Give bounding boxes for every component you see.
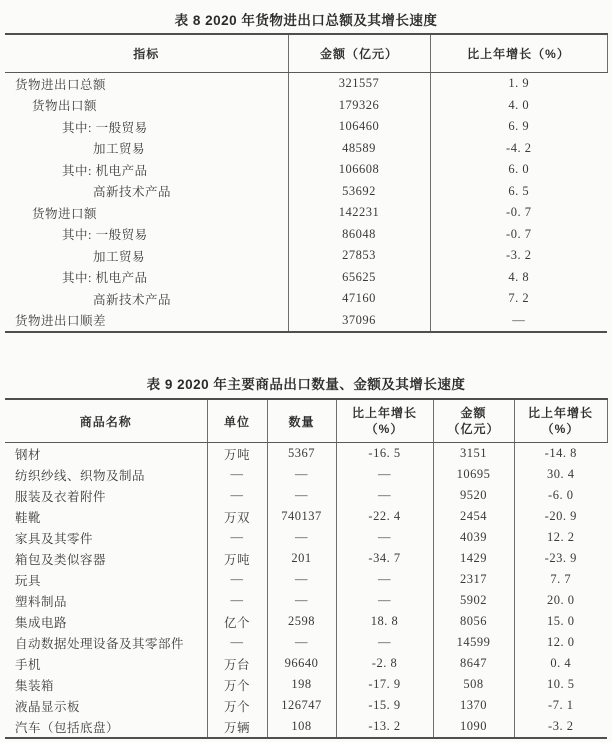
indicator-cell: 货物进出口总额 xyxy=(15,77,107,92)
growth-cell: -3. 2 xyxy=(430,245,607,267)
growth-cell: -0. 7 xyxy=(430,224,607,246)
amount-cell: 86048 xyxy=(288,224,430,246)
indicator-cell: 其中: 机电产品 xyxy=(62,163,148,178)
quantity-cell: 201 xyxy=(267,548,336,569)
quantity-growth-cell: -15. 9 xyxy=(336,695,433,716)
table-row xyxy=(5,548,607,569)
table-row xyxy=(5,202,607,224)
table8-header-indicator: 指标 xyxy=(5,34,288,73)
commodity-cell: 塑料制品 xyxy=(15,594,68,609)
quantity-growth-cell: — xyxy=(336,590,433,611)
commodity-cell: 集装箱 xyxy=(15,678,55,693)
unit-cell: 万双 xyxy=(207,506,267,527)
amount-cell: 3151 xyxy=(433,443,514,465)
table9-header-amount-growth xyxy=(514,399,607,443)
amount-cell: 106608 xyxy=(288,159,430,181)
amount-cell: 1429 xyxy=(433,548,514,569)
amount-growth-cell: -7. 1 xyxy=(514,695,607,716)
quantity-growth-cell: -17. 9 xyxy=(336,674,433,695)
table-row xyxy=(5,716,607,738)
amount-cell: 2317 xyxy=(433,569,514,590)
quantity-cell: — xyxy=(267,485,336,506)
table9-header-qty-growth xyxy=(336,399,433,443)
quantity-growth-cell: — xyxy=(336,485,433,506)
quantity-cell: — xyxy=(267,527,336,548)
amount-growth-cell: -20. 9 xyxy=(514,506,607,527)
amount-growth-cell: 12. 2 xyxy=(514,527,607,548)
table9-header-amount xyxy=(433,399,514,443)
unit-cell: — xyxy=(207,632,267,653)
commodity-cell: 家具及其零件 xyxy=(15,531,94,546)
indicator-cell: 其中: 一般贸易 xyxy=(62,120,148,135)
quantity-growth-cell: -16. 5 xyxy=(336,443,433,465)
table-row xyxy=(5,224,607,246)
amount-cell: 142231 xyxy=(288,202,430,224)
header-line2: （亿元） xyxy=(447,422,500,436)
indicator-cell: 加工贸易 xyxy=(93,249,146,264)
quantity-cell: — xyxy=(267,464,336,485)
unit-cell: — xyxy=(207,569,267,590)
header-line1: 比上年增长 xyxy=(351,406,417,420)
table8-header-growth: 比上年增长（%） xyxy=(430,34,607,73)
amount-cell: 53692 xyxy=(288,181,430,203)
unit-cell: — xyxy=(207,464,267,485)
commodity-cell: 手机 xyxy=(15,657,42,672)
amount-cell: 179326 xyxy=(288,95,430,117)
amount-cell: 27853 xyxy=(288,245,430,267)
table8-header-amount: 金额（亿元） xyxy=(288,34,430,73)
commodity-cell: 汽车（包括底盘） xyxy=(15,720,120,735)
quantity-cell: 5367 xyxy=(267,443,336,465)
growth-cell: -0. 7 xyxy=(430,202,607,224)
unit-cell: 亿个 xyxy=(207,611,267,632)
growth-cell: 1. 9 xyxy=(430,73,607,95)
amount-cell: 4039 xyxy=(433,527,514,548)
commodity-cell: 箱包及类似容器 xyxy=(15,552,107,567)
growth-cell: 6. 0 xyxy=(430,159,607,181)
commodity-cell: 服装及衣着附件 xyxy=(15,489,107,504)
table9-title: 表 9 2020 年主要商品出口数量、金额及其增长速度 xyxy=(146,377,466,392)
amount-growth-cell: -3. 2 xyxy=(514,716,607,738)
quantity-cell: 2598 xyxy=(267,611,336,632)
unit-cell: 万吨 xyxy=(207,443,267,465)
commodity-cell: 纺织纱线、织物及制品 xyxy=(15,468,146,483)
table-row xyxy=(5,506,607,527)
table-row xyxy=(5,569,607,590)
amount-cell: 9520 xyxy=(433,485,514,506)
table-row xyxy=(5,590,607,611)
unit-cell: — xyxy=(207,485,267,506)
table-row xyxy=(5,95,607,117)
amount-cell: 37096 xyxy=(288,310,430,333)
amount-growth-cell: 0. 4 xyxy=(514,653,607,674)
table-row xyxy=(5,310,607,333)
amount-cell: 65625 xyxy=(288,267,430,289)
table-row xyxy=(5,611,607,632)
quantity-growth-cell: — xyxy=(336,464,433,485)
amount-growth-cell: -6. 0 xyxy=(514,485,607,506)
header-line2: （%） xyxy=(365,422,404,436)
header-line1: 金额 xyxy=(460,406,487,420)
quantity-growth-cell: — xyxy=(336,569,433,590)
amount-growth-cell: 20. 0 xyxy=(514,590,607,611)
amount-cell: 106460 xyxy=(288,116,430,138)
growth-cell: -4. 2 xyxy=(430,138,607,160)
amount-cell: 14599 xyxy=(433,632,514,653)
unit-cell: 万吨 xyxy=(207,548,267,569)
indicator-cell: 货物出口额 xyxy=(32,99,98,114)
table9-header-row xyxy=(5,399,607,443)
quantity-cell: — xyxy=(267,590,336,611)
quantity-cell: 198 xyxy=(267,674,336,695)
indicator-cell: 货物进出口顺差 xyxy=(15,314,107,329)
amount-cell: 8647 xyxy=(433,653,514,674)
amount-growth-cell: 7. 7 xyxy=(514,569,607,590)
quantity-growth-cell: — xyxy=(336,527,433,548)
table-row xyxy=(5,695,607,716)
amount-cell: 48589 xyxy=(288,138,430,160)
unit-cell: 万个 xyxy=(207,695,267,716)
table-row xyxy=(5,485,607,506)
table-row xyxy=(5,138,607,160)
commodity-cell: 自动数据处理设备及其零部件 xyxy=(15,636,185,651)
header-line1: 比上年增长 xyxy=(527,406,593,420)
quantity-growth-cell: 18. 8 xyxy=(336,611,433,632)
table-row xyxy=(5,245,607,267)
amount-cell: 10695 xyxy=(433,464,514,485)
amount-cell: 2454 xyxy=(433,506,514,527)
amount-cell: 508 xyxy=(433,674,514,695)
table9-commodity-exports xyxy=(5,398,608,739)
quantity-cell: — xyxy=(267,569,336,590)
table9-header-name: 商品名称 xyxy=(5,399,207,443)
unit-cell: 万个 xyxy=(207,674,267,695)
indicator-cell: 高新技术产品 xyxy=(93,185,172,200)
amount-growth-cell: 10. 5 xyxy=(514,674,607,695)
indicator-cell: 加工贸易 xyxy=(93,142,146,157)
unit-cell: 万台 xyxy=(207,653,267,674)
quantity-growth-cell: -22. 4 xyxy=(336,506,433,527)
growth-cell: 7. 2 xyxy=(430,288,607,310)
table9-header-unit: 单位 xyxy=(207,399,267,443)
commodity-cell: 集成电路 xyxy=(15,615,68,630)
quantity-growth-cell: — xyxy=(336,632,433,653)
quantity-cell: 740137 xyxy=(267,506,336,527)
table-row xyxy=(5,73,607,95)
amount-growth-cell: 15. 0 xyxy=(514,611,607,632)
growth-cell: 6. 5 xyxy=(430,181,607,203)
amount-cell: 1090 xyxy=(433,716,514,738)
unit-cell: — xyxy=(207,527,267,548)
quantity-cell: 96640 xyxy=(267,653,336,674)
table8-header-row xyxy=(5,34,607,73)
amount-growth-cell: -14. 8 xyxy=(514,443,607,465)
indicator-cell: 高新技术产品 xyxy=(93,292,172,307)
table-row xyxy=(5,674,607,695)
quantity-growth-cell: -13. 2 xyxy=(336,716,433,738)
growth-cell: 6. 9 xyxy=(430,116,607,138)
amount-growth-cell: -23. 9 xyxy=(514,548,607,569)
commodity-cell: 液晶显示板 xyxy=(15,699,81,714)
table-row xyxy=(5,527,607,548)
amount-growth-cell: 30. 4 xyxy=(514,464,607,485)
quantity-growth-cell: -34. 7 xyxy=(336,548,433,569)
amount-growth-cell: 12. 0 xyxy=(514,632,607,653)
quantity-cell: 126747 xyxy=(267,695,336,716)
commodity-cell: 钢材 xyxy=(15,447,42,462)
table-row xyxy=(5,267,607,289)
indicator-cell: 货物进口额 xyxy=(32,206,98,221)
indicator-cell: 其中: 机电产品 xyxy=(62,271,148,286)
table-row xyxy=(5,288,607,310)
quantity-growth-cell: -2. 8 xyxy=(336,653,433,674)
unit-cell: 万辆 xyxy=(207,716,267,738)
table-row xyxy=(5,653,607,674)
commodity-cell: 鞋靴 xyxy=(15,510,42,525)
indicator-cell: 其中: 一般贸易 xyxy=(62,228,148,243)
amount-cell: 1370 xyxy=(433,695,514,716)
growth-cell: 4. 0 xyxy=(430,95,607,117)
header-line2: （%） xyxy=(541,422,580,436)
table-row xyxy=(5,181,607,203)
growth-cell: 4. 8 xyxy=(430,267,607,289)
amount-cell: 321557 xyxy=(288,73,430,95)
growth-cell: — xyxy=(430,310,607,333)
table9-header-qty: 数量 xyxy=(267,399,336,443)
table-row xyxy=(5,632,607,653)
table-row xyxy=(5,464,607,485)
quantity-cell: — xyxy=(267,632,336,653)
table-row xyxy=(5,443,607,465)
quantity-cell: 108 xyxy=(267,716,336,738)
commodity-cell: 玩具 xyxy=(15,573,42,588)
table8-title: 表 8 2020 年货物进出口总额及其增长速度 xyxy=(174,13,438,28)
table8-import-export-totals xyxy=(5,33,608,333)
table-row xyxy=(5,159,607,181)
amount-cell: 47160 xyxy=(288,288,430,310)
unit-cell: — xyxy=(207,590,267,611)
amount-cell: 8056 xyxy=(433,611,514,632)
amount-cell: 5902 xyxy=(433,590,514,611)
table-row xyxy=(5,116,607,138)
